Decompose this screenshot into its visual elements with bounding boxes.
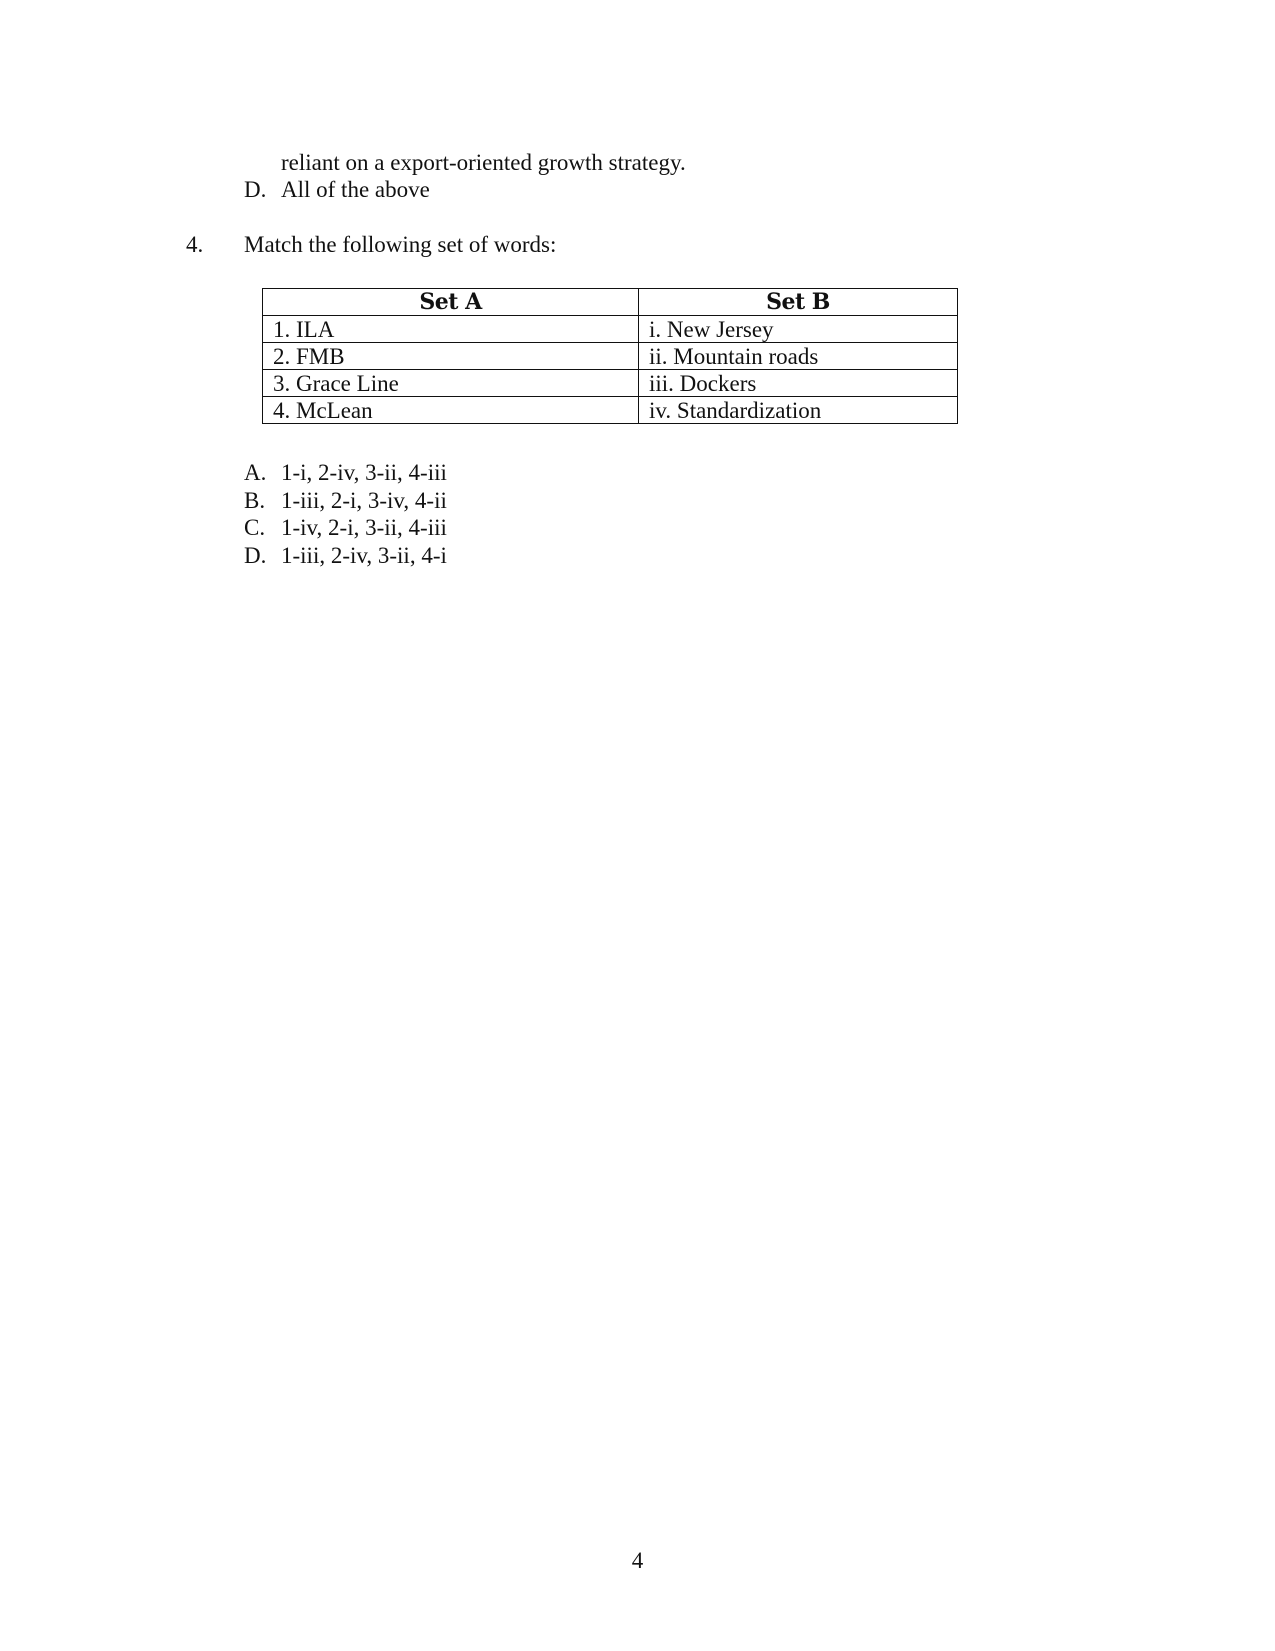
table-row	[263, 397, 958, 424]
table-header-set-a: Set A	[263, 289, 639, 316]
answer-option-a	[244, 459, 447, 487]
table-header-set-b: Set B	[639, 289, 958, 316]
previous-question-continuation: reliant on a export-oriented growth strategy.	[281, 150, 686, 175]
table-row	[263, 316, 958, 343]
option-text: 1-iii, 2-i, 3-iv, 4-ii	[281, 487, 447, 513]
table-row	[263, 370, 958, 397]
table-header-row	[263, 289, 958, 316]
option-letter: D.	[244, 177, 267, 202]
previous-question-option-d	[244, 177, 430, 203]
answer-options	[244, 459, 447, 569]
table-cell-set-a: 1. ILA	[263, 316, 639, 343]
table-cell-set-a: 3. Grace Line	[263, 370, 639, 397]
table-cell-set-b: ii. Mountain roads	[639, 343, 958, 370]
option-letter: A.	[244, 460, 267, 485]
table-cell-set-b: iv. Standardization	[639, 397, 958, 424]
table-cell-set-b: iii. Dockers	[639, 370, 958, 397]
matching-table	[262, 288, 958, 424]
table-cell-set-a: 2. FMB	[263, 343, 639, 370]
option-letter: B.	[244, 487, 266, 513]
page-number: 4	[631, 1548, 644, 1573]
option-text: 1-iv, 2-i, 3-ii, 4-iii	[281, 515, 447, 540]
option-letter: D.	[244, 542, 267, 568]
option-letter: C.	[244, 515, 266, 540]
question-number: 4.	[186, 232, 204, 257]
table-cell-set-b: i. New Jersey	[639, 316, 958, 343]
answer-option-d	[244, 542, 447, 570]
table-row	[263, 343, 958, 370]
answer-option-c	[244, 514, 447, 542]
question-text: Match the following set of words:	[244, 232, 557, 257]
option-text: 1-i, 2-iv, 3-ii, 4-iii	[281, 460, 447, 485]
option-text: All of the above	[281, 177, 430, 202]
answer-option-b	[244, 487, 447, 515]
table-cell-set-a: 4. McLean	[263, 397, 639, 424]
option-text: 1-iii, 2-iv, 3-ii, 4-i	[281, 542, 447, 568]
